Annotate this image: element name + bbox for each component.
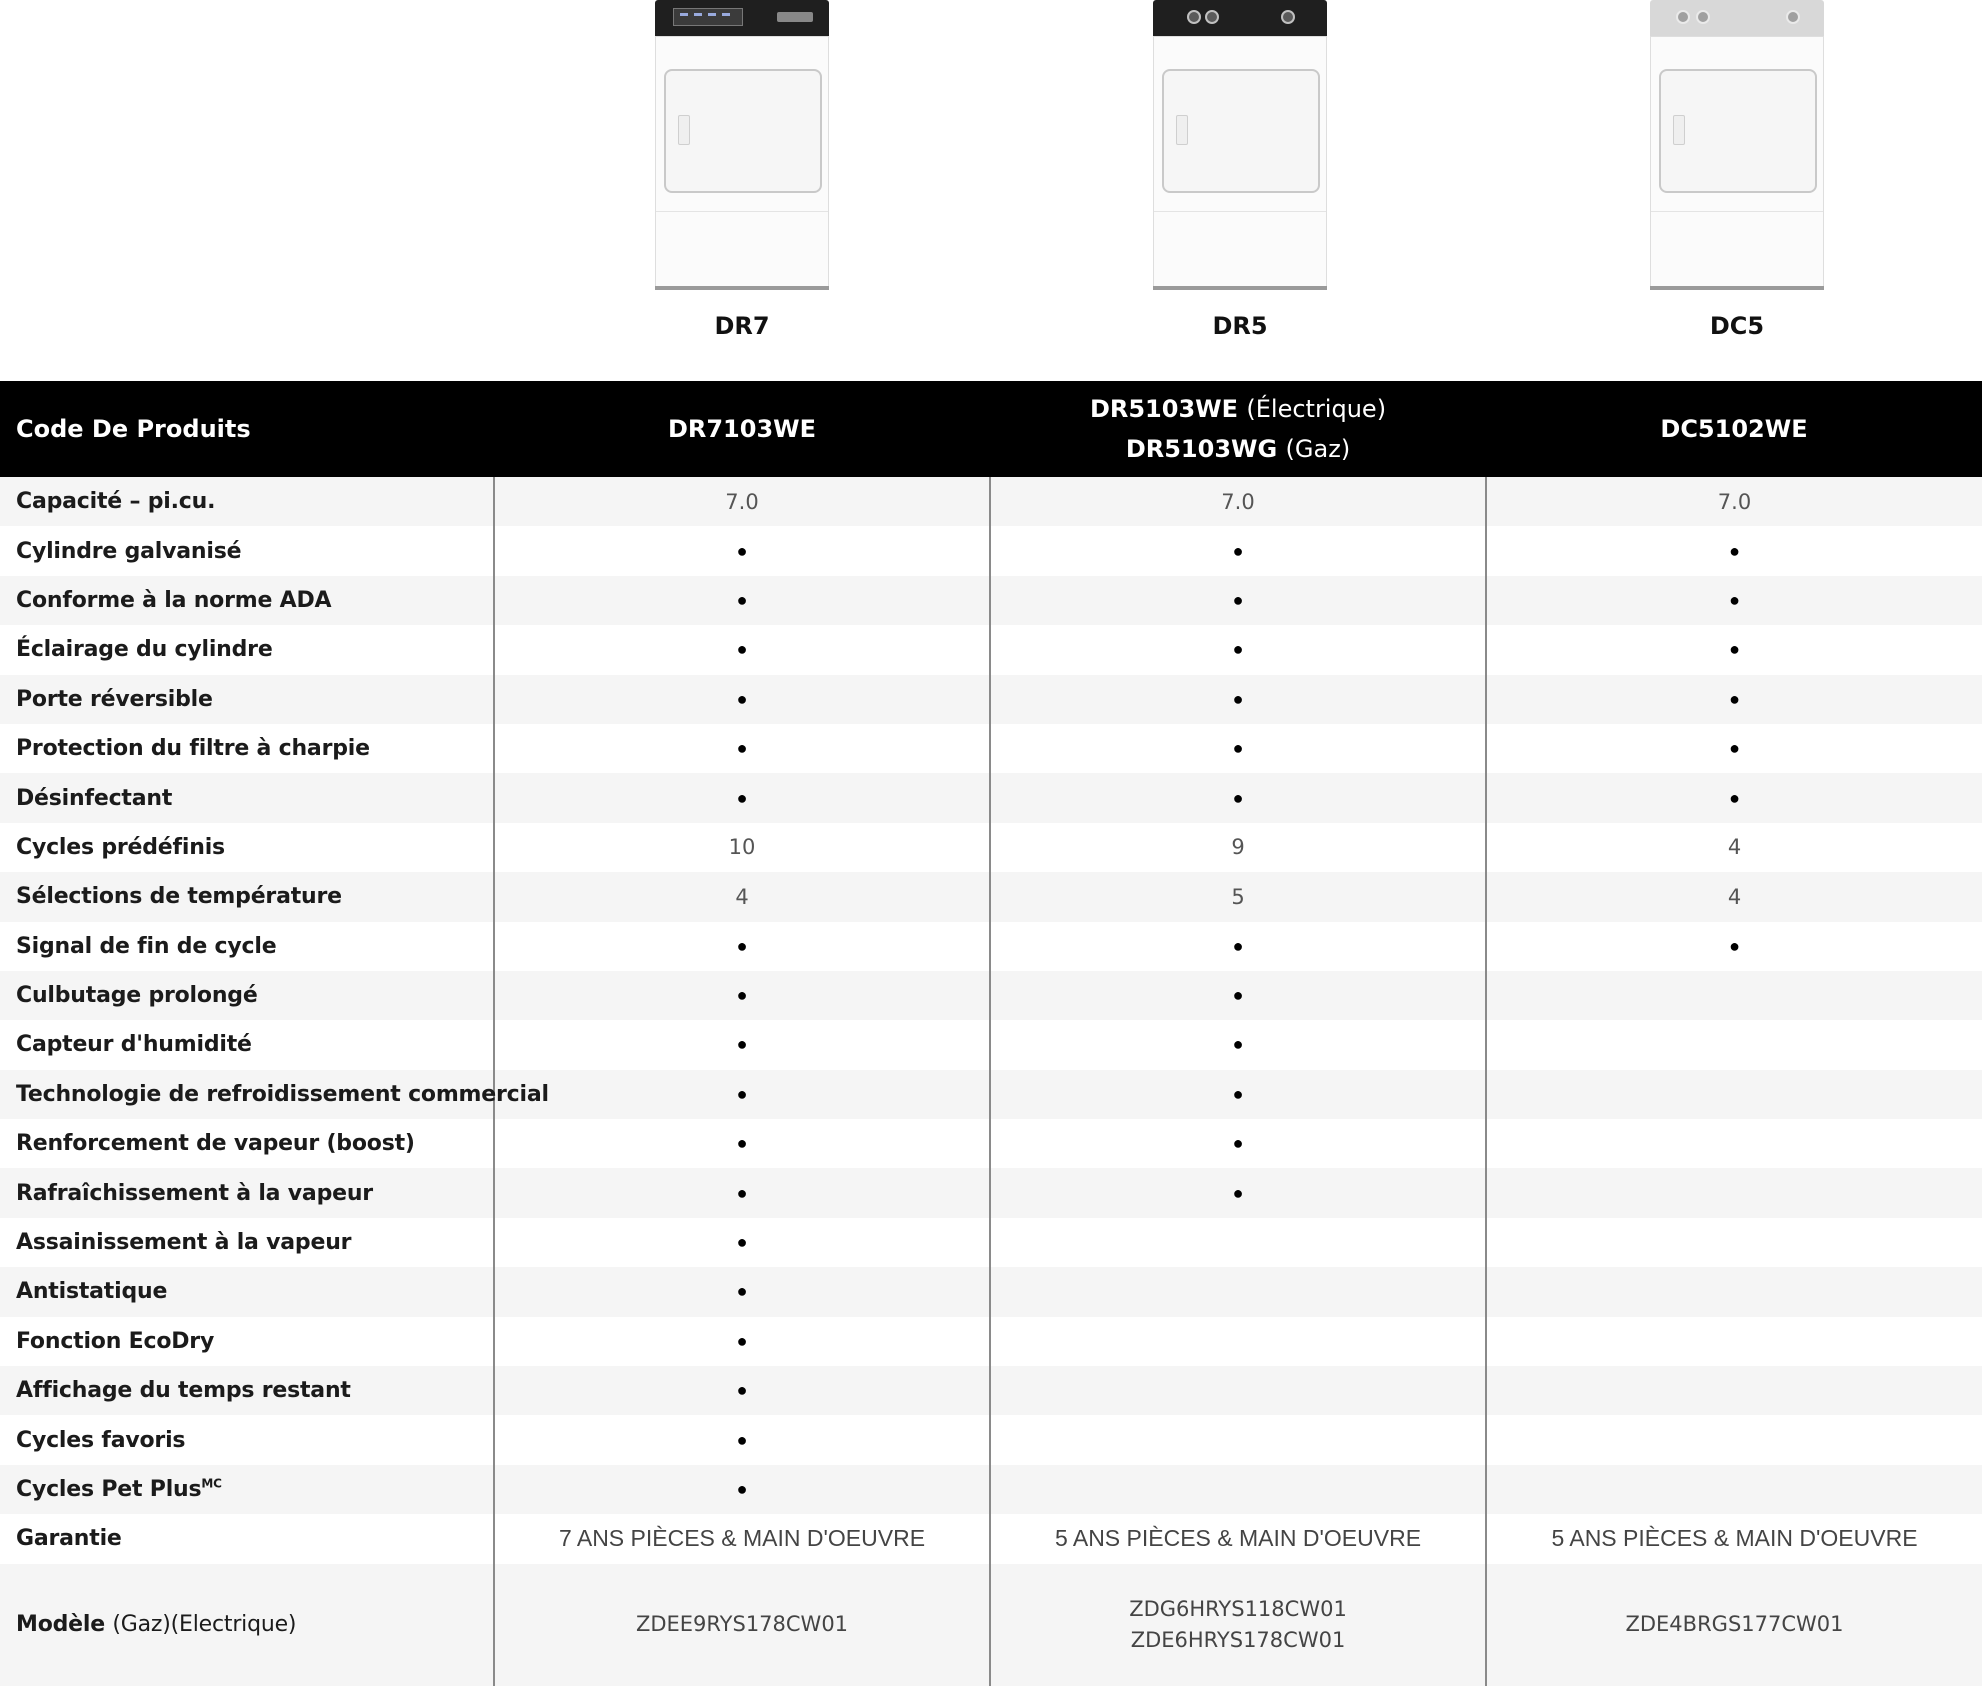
feature-bullet-cell: ●: [494, 625, 990, 674]
feature-bullet-cell: [1486, 1070, 1982, 1119]
feature-bullet-cell: [1486, 1415, 1982, 1464]
model-number-cell: [1486, 1564, 1982, 1686]
door-handle: [1673, 115, 1685, 145]
table-row: [0, 625, 1982, 674]
model-number: ZDE6HRYS178CW01: [1130, 1627, 1346, 1652]
table-row: [0, 823, 1982, 872]
feature-bullet-cell: [1486, 1020, 1982, 1069]
feature-bullet-cell: [990, 1415, 1486, 1464]
feature-bullet-cell: [1486, 1119, 1982, 1168]
feature-bullet-cell: ●: [494, 922, 990, 971]
feature-value-cell: 9: [990, 823, 1486, 872]
feature-bullet-cell: ●: [494, 526, 990, 575]
feature-label: Cycles favoris: [16, 1427, 186, 1453]
feature-label: Protection du filtre à charpie: [16, 736, 370, 762]
feature-bullet-cell: ●: [494, 1317, 990, 1366]
feature-bullet-cell: [1486, 1317, 1982, 1366]
feature-bullet-cell: ●: [494, 1218, 990, 1267]
feature-bullet-cell: ●: [494, 971, 990, 1020]
feature-label: Signal de fin de cycle: [16, 933, 277, 959]
feature-bullet-cell: ●: [494, 1020, 990, 1069]
control-knob: [1187, 10, 1201, 24]
feature-label: Culbutage prolongé: [16, 983, 258, 1009]
feature-bullet-cell: ●: [494, 1465, 990, 1514]
control-knob: [1786, 10, 1800, 24]
feature-bullet-cell: ●: [990, 773, 1486, 822]
dryer-control-panel: [1153, 0, 1327, 36]
feature-value-cell: 7.0: [1486, 477, 1982, 526]
feature-label: Désinfectant: [16, 785, 173, 811]
code-electric-suffix: (Électrique): [1246, 395, 1387, 423]
feature-bullet-cell: ●: [494, 1070, 990, 1119]
feature-bullet-cell: ●: [990, 922, 1486, 971]
table-row: [0, 477, 1982, 526]
dryer-door: [664, 69, 822, 193]
product-name: DR5: [1212, 312, 1268, 340]
feature-bullet-cell: ●: [990, 971, 1486, 1020]
feature-label: Sélections de température: [16, 884, 342, 910]
feature-bullet-cell: [1486, 1267, 1982, 1316]
code-gas: DR5103WG: [1125, 435, 1278, 463]
feature-bullet-cell: ●: [990, 576, 1486, 625]
feature-value-cell: 4: [1486, 872, 1982, 921]
dryer-base: [655, 286, 829, 290]
dryer-dc5-image: [1650, 0, 1824, 290]
code-gas-suffix: (Gaz): [1285, 435, 1351, 463]
table-row: [0, 1267, 1982, 1316]
table-header-row: [0, 381, 1982, 477]
feature-value-cell: 5 ANS PIÈCES & MAIN D'OEUVRE: [1486, 1514, 1982, 1563]
feature-value-cell: 7 ANS PIÈCES & MAIN D'OEUVRE: [494, 1514, 990, 1563]
feature-bullet-cell: ●: [1486, 625, 1982, 674]
table-row: [0, 724, 1982, 773]
header-code-dr7: DR7103WE: [667, 415, 817, 443]
control-display: [673, 8, 743, 26]
table-row: [0, 773, 1982, 822]
dryer-base: [1153, 286, 1327, 290]
table-row: [0, 872, 1982, 921]
model-label: Modèle (Gaz)(Electrique): [16, 1612, 297, 1638]
product-images-header: [0, 0, 1982, 381]
table-row: [0, 1070, 1982, 1119]
feature-bullet-cell: [1486, 1366, 1982, 1415]
feature-bullet-cell: [990, 1366, 1486, 1415]
table-row: [0, 1514, 1982, 1563]
feature-bullet-cell: [1486, 1218, 1982, 1267]
dryer-door: [1162, 69, 1320, 193]
table-row: [0, 675, 1982, 724]
product-dc5: [1637, 0, 1837, 341]
header-code-dr5: [990, 381, 1486, 477]
feature-value-cell: 4: [494, 872, 990, 921]
feature-label: Cycles Pet Plus$^{MC}$: [16, 1476, 222, 1502]
table-row: [0, 971, 1982, 1020]
feature-bullet-cell: [990, 1465, 1486, 1514]
product-name: DC5: [1709, 312, 1765, 340]
table-row: [0, 1415, 1982, 1464]
header-label: Code De Produits: [16, 415, 251, 443]
feature-bullet-cell: [1486, 1465, 1982, 1514]
control-knob: [1205, 10, 1219, 24]
header-code-dc5: DC5102WE: [1660, 415, 1808, 443]
feature-label: Garantie: [16, 1526, 122, 1552]
feature-bullet-cell: [1486, 971, 1982, 1020]
feature-label: Rafraîchissement à la vapeur: [16, 1180, 373, 1206]
feature-value-cell: 5 ANS PIÈCES & MAIN D'OEUVRE: [990, 1514, 1486, 1563]
feature-bullet-cell: [1486, 1168, 1982, 1217]
feature-bullet-cell: ●: [494, 1366, 990, 1415]
product-dr7: [642, 0, 842, 341]
table-row: [0, 1465, 1982, 1514]
feature-bullet-cell: ●: [1486, 576, 1982, 625]
control-knob: [1696, 10, 1710, 24]
feature-bullet-cell: ●: [494, 576, 990, 625]
brand-logo: [777, 12, 813, 22]
feature-label: Renforcement de vapeur (boost): [16, 1131, 415, 1157]
product-name: DR7: [714, 312, 770, 340]
feature-label: Antistatique: [16, 1279, 168, 1305]
model-number: ZDG6HRYS118CW01: [1129, 1596, 1347, 1621]
feature-bullet-cell: [990, 1218, 1486, 1267]
feature-bullet-cell: [990, 1267, 1486, 1316]
feature-bullet-cell: ●: [990, 1119, 1486, 1168]
comparison-table: [0, 381, 1982, 1686]
feature-label: Fonction EcoDry: [16, 1328, 215, 1354]
table-row: [0, 1119, 1982, 1168]
feature-value-cell: 4: [1486, 823, 1982, 872]
feature-bullet-cell: [990, 1317, 1486, 1366]
dryer-base: [1650, 286, 1824, 290]
feature-label: Affichage du temps restant: [16, 1378, 351, 1404]
dryer-body: [655, 36, 829, 288]
feature-bullet-cell: ●: [990, 724, 1486, 773]
product-dr5: [1140, 0, 1340, 341]
feature-bullet-cell: ●: [494, 1415, 990, 1464]
control-knob: [1281, 10, 1295, 24]
code-electric: DR5103WE: [1089, 395, 1239, 423]
feature-label: Porte réversible: [16, 686, 213, 712]
feature-bullet-cell: ●: [990, 526, 1486, 575]
table-row: [0, 1218, 1982, 1267]
dryer-door: [1659, 69, 1817, 193]
model-number-cell: [990, 1564, 1486, 1686]
feature-value-cell: 5: [990, 872, 1486, 921]
feature-label: Capacité – pi.cu.: [16, 489, 216, 515]
feature-bullet-cell: ●: [1486, 773, 1982, 822]
table-row: [0, 1317, 1982, 1366]
door-handle: [678, 115, 690, 145]
dryer-control-panel: [1650, 0, 1824, 36]
model-number: ZDE4BRGS177CW01: [1625, 1612, 1844, 1637]
feature-bullet-cell: ●: [990, 1168, 1486, 1217]
feature-bullet-cell: ●: [990, 1020, 1486, 1069]
door-handle: [1176, 115, 1188, 145]
feature-bullet-cell: ●: [494, 675, 990, 724]
control-knob: [1676, 10, 1690, 24]
table-row: [0, 526, 1982, 575]
feature-bullet-cell: ●: [990, 675, 1486, 724]
table-row: [0, 576, 1982, 625]
feature-label: Technologie de refroidissement commercial: [16, 1081, 549, 1107]
dryer-body: [1650, 36, 1824, 288]
feature-bullet-cell: ●: [1486, 724, 1982, 773]
dryer-control-panel: [655, 0, 829, 36]
model-number-cell: [494, 1564, 990, 1686]
feature-bullet-cell: ●: [990, 1070, 1486, 1119]
dryer-dr5-image: [1153, 0, 1327, 290]
feature-value-cell: 7.0: [494, 477, 990, 526]
feature-label: Assainissement à la vapeur: [16, 1230, 352, 1256]
feature-bullet-cell: ●: [494, 1119, 990, 1168]
feature-value-cell: 10: [494, 823, 990, 872]
feature-label: Cycles prédéfinis: [16, 834, 225, 860]
feature-label: Conforme à la norme ADA: [16, 587, 332, 613]
table-row: [0, 1020, 1982, 1069]
table-row: [0, 1168, 1982, 1217]
table-row: [0, 922, 1982, 971]
feature-bullet-cell: ●: [494, 1168, 990, 1217]
feature-bullet-cell: ●: [1486, 922, 1982, 971]
model-number: ZDEE9RYS178CW01: [635, 1612, 849, 1637]
feature-bullet-cell: ●: [1486, 675, 1982, 724]
dryer-dr7-image: [655, 0, 829, 290]
feature-label: Cylindre galvanisé: [16, 538, 242, 564]
feature-value-cell: 7.0: [990, 477, 1486, 526]
feature-bullet-cell: ●: [494, 773, 990, 822]
table-row: [0, 1366, 1982, 1415]
model-row: [0, 1564, 1982, 1686]
feature-label: Éclairage du cylindre: [16, 637, 273, 663]
feature-bullet-cell: ●: [1486, 526, 1982, 575]
feature-bullet-cell: ●: [990, 625, 1486, 674]
dryer-body: [1153, 36, 1327, 288]
feature-bullet-cell: ●: [494, 724, 990, 773]
feature-bullet-cell: ●: [494, 1267, 990, 1316]
feature-label: Capteur d'humidité: [16, 1032, 252, 1058]
table-body: [0, 477, 1982, 1686]
